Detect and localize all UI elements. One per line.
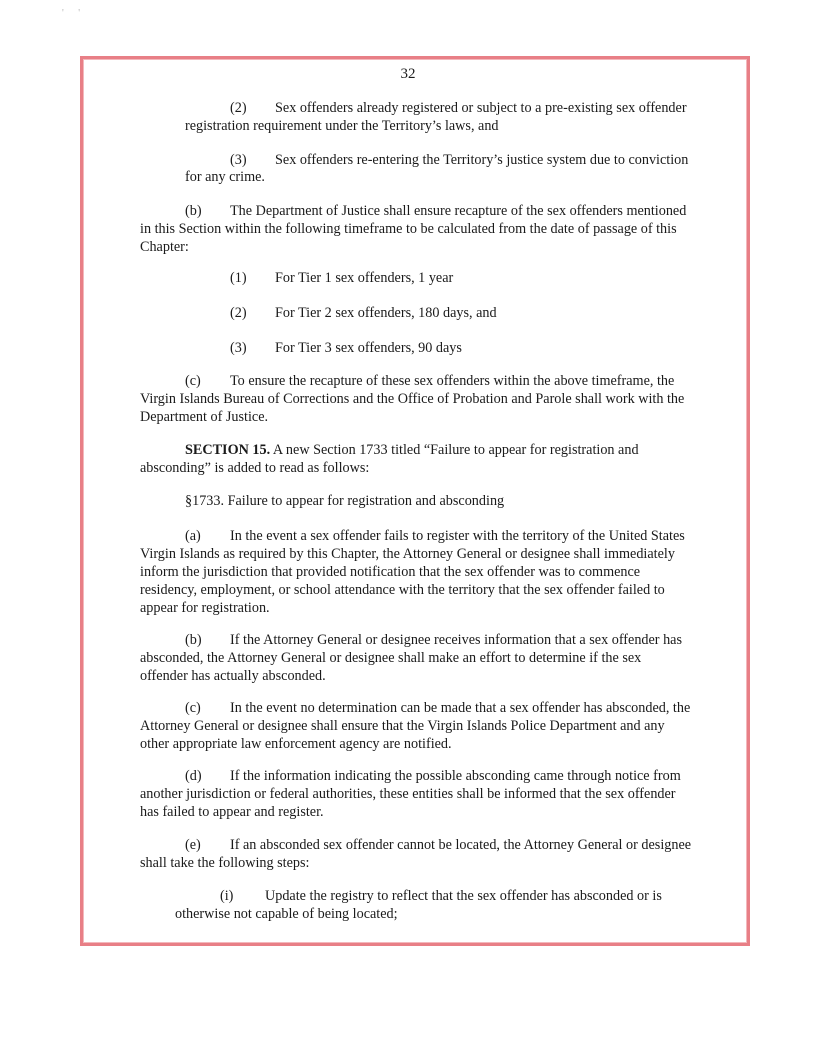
- sub-c-line3: other appropriate law enforcement agency are notified.: [140, 736, 452, 752]
- sub-b-line1: (b) If the Attorney General or designee receives information that a sex offender has: [185, 632, 682, 648]
- tier-1: (1) For Tier 1 sex offenders, 1 year: [230, 270, 454, 286]
- sub-d-line2: another jurisdiction or federal authorities, these entities shall be informed that the sex offender: [140, 786, 676, 802]
- item-2-line1: (2) Sex offenders already registered or subject to a pre-existing sex offender: [230, 100, 687, 116]
- sub-b-line2: absconded, the Attorney General or designee shall make an effort to determine if the sex: [140, 650, 642, 666]
- sub-a-line2: Virgin Islands as required by this Chapter, the Attorney General or designee shall immediately: [140, 546, 675, 562]
- tier-3: (3) For Tier 3 sex offenders, 90 days: [230, 340, 462, 356]
- sub-a-line5: appear for registration.: [140, 600, 270, 616]
- tier-2: (2) For Tier 2 sex offenders, 180 days, and: [230, 305, 497, 321]
- sub-b-line3: offender has actually absconded.: [140, 668, 326, 684]
- sub-d-line3: has failed to appear and register.: [140, 804, 324, 820]
- sub-c-line2: Attorney General or designee shall ensure that the Virgin Islands Police Department and any: [140, 718, 665, 734]
- para-c-line2: Virgin Islands Bureau of Corrections and the Office of Probation and Parole shall work with the: [140, 391, 685, 407]
- page-number: 32: [400, 66, 416, 82]
- section-15-line1: SECTION 15. A new Section 1733 titled “Failure to appear for registration and: [185, 442, 639, 458]
- item-3-line1: (3) Sex offenders re-entering the Territory’s justice system due to conviction: [230, 152, 689, 168]
- para-c-line3: Department of Justice.: [140, 409, 269, 425]
- para-b-line3: Chapter:: [140, 239, 189, 255]
- sub-e-line1: (e) If an absconded sex offender cannot be located, the Attorney General or designee: [185, 837, 692, 853]
- para-c-line1: (c) To ensure the recapture of these sex offenders within the above timeframe, the: [185, 373, 675, 389]
- sub-a-line4: residency, employment, or school attendance with the territory that the sex offender failed to: [140, 582, 665, 598]
- sub-a-line1: (a) In the event a sex offender fails to register with the territory of the United States: [185, 528, 685, 544]
- item-2-line2: registration requirement under the Territory’s laws, and: [185, 118, 499, 134]
- section-15-line2: absconding” is added to read as follows:: [140, 460, 370, 476]
- sub-i-line1: (i) Update the registry to reflect that the sex offender has absconded or is: [220, 888, 662, 904]
- sub-e-line2: shall take the following steps:: [140, 855, 310, 871]
- item-3-line2: for any crime.: [185, 169, 265, 185]
- para-b-line2: in this Section within the following timeframe to be calculated from the date of passage of this: [140, 221, 677, 237]
- para-b-line1: (b) The Department of Justice shall ensure recapture of the sex offenders mentioned: [185, 203, 687, 219]
- sub-i-line2: otherwise not capable of being located;: [175, 906, 398, 922]
- sub-c-line1: (c) In the event no determination can be made that a sex offender has absconded, the: [185, 700, 691, 716]
- sub-d-line1: (d) If the information indicating the possible absconding came through notice from: [185, 768, 681, 784]
- sub-a-line3: inform the jurisdiction that provided notification that the sex offender was to commence: [140, 564, 641, 580]
- scan-mark: ' ': [62, 8, 87, 19]
- section-1733-heading: §1733. Failure to appear for registration and absconding: [185, 493, 505, 509]
